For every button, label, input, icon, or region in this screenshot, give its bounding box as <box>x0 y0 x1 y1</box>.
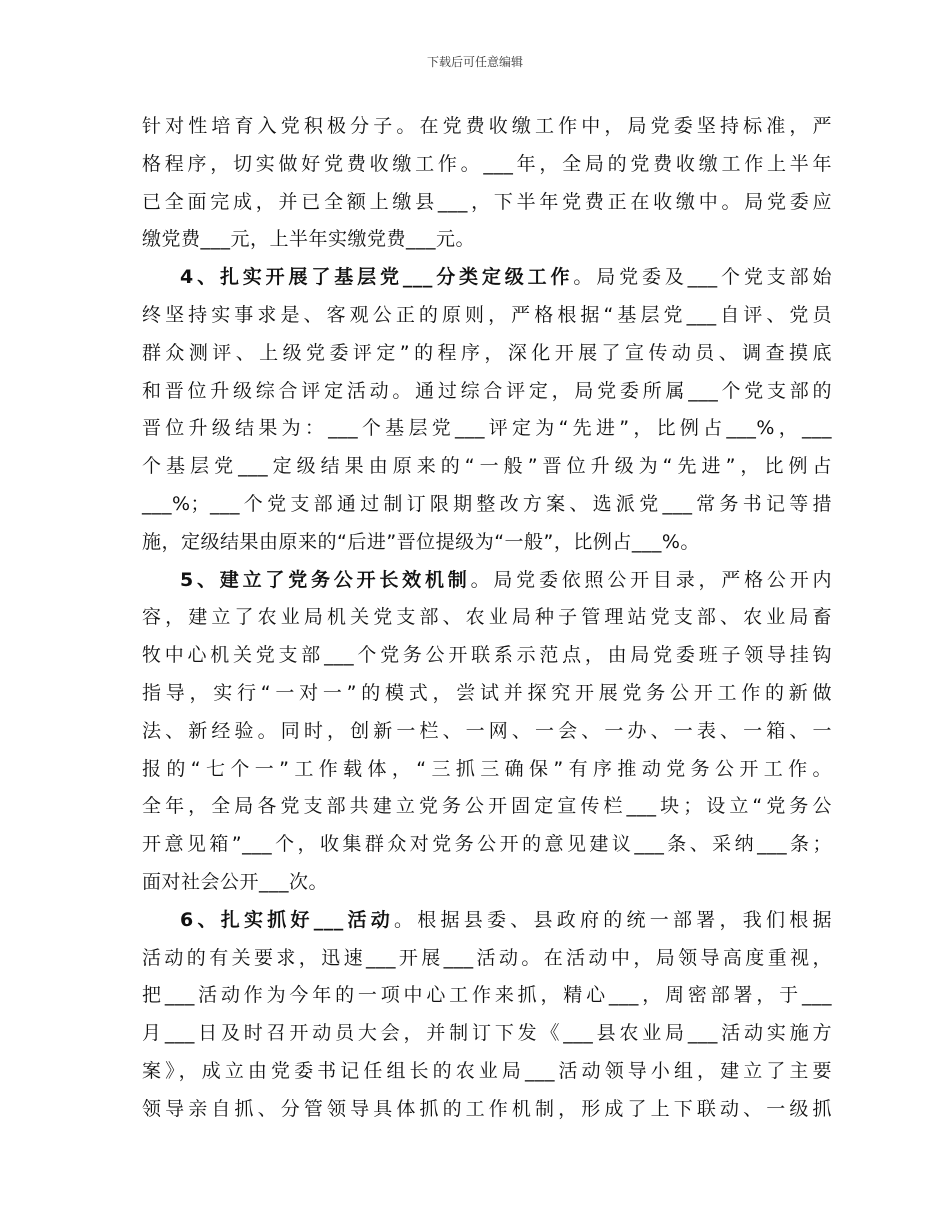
line-text: 施，定级结果由原来的“后进”晋位提级为“一般”，比例占___%。 <box>142 530 700 553</box>
text-line <box>142 751 832 789</box>
text-line <box>142 788 832 826</box>
text-line <box>142 146 832 184</box>
line-text: 法、新经验。同时，创新一栏、一网、一会、一办、一表、一箱、一 <box>142 719 832 742</box>
text-line <box>142 902 832 940</box>
text-line <box>142 826 832 864</box>
text-line <box>142 486 832 524</box>
text-line <box>142 373 832 411</box>
section-heading: 5、建立了党务公开长效机制 <box>180 568 471 591</box>
line-text: ___%；___个党支部通过制订限期整改方案、选派党___常务书记等措 <box>142 492 832 515</box>
text-line <box>142 977 832 1015</box>
line-text: 案》，成立由党委书记任组长的农业局___活动领导小组，建立了主要 <box>142 1059 832 1082</box>
line-text: 群众测评、上级党委评定”的程序，深化开展了宣传动员、调查摸底 <box>142 341 832 364</box>
text-line <box>142 448 832 486</box>
line-text: 。局党委依照公开目录，严格公开内 <box>470 568 832 591</box>
line-text: 。局党委及___个党支部始 <box>573 266 832 289</box>
text-line <box>142 940 832 978</box>
line-text: 格程序，切实做好党费收缴工作。___年，全局的党费收缴工作上半年 <box>142 152 832 175</box>
line-text: 领导亲自抓、分管领导具体抓的工作机制，形成了上下联动、一级抓 <box>142 1097 832 1120</box>
text-line <box>142 297 832 335</box>
text-line <box>142 637 832 675</box>
line-text: 和晋位升级综合评定活动。通过综合评定，局党委所属___个党支部的 <box>142 379 832 402</box>
text-line <box>142 335 832 373</box>
text-line <box>142 562 832 600</box>
line-text: 终坚持实事求是、客观公正的原则，严格根据“基层党___自评、党员 <box>142 303 832 326</box>
section-heading: 6、扎实抓好___活动 <box>180 908 394 931</box>
text-line <box>142 1091 832 1129</box>
line-text: 全年，全局各党支部共建立党务公开固定宣传栏___块；设立“党务公 <box>142 795 832 818</box>
line-text: 报的“七个一”工作载体，“三抓三确保”有序推动党务公开工作。 <box>142 757 832 780</box>
line-text: 。根据县委、县政府的统一部署，我们根据 <box>393 908 832 931</box>
line-text: 牧中心机关党支部___个党务公开联系示范点，由局党委班子领导挂钩 <box>142 644 832 667</box>
text-line <box>142 599 832 637</box>
line-text: 月___日及时召开动员大会，并制订下发《___县农业局___活动实施方 <box>142 1022 832 1045</box>
document-body <box>142 108 832 1129</box>
line-text: 活动的有关要求，迅速___开展___活动。在活动中，局领导高度重视， <box>142 946 832 969</box>
line-text: 指导，实行“一对一”的模式，尝试并探究开展党务公开工作的新做 <box>142 681 832 704</box>
text-line <box>142 675 832 713</box>
section-heading: 4、扎实开展了基层党___分类定级工作 <box>180 266 574 289</box>
line-text: 针对性培育入党积极分子。在党费收缴工作中，局党委坚持标准，严 <box>142 115 832 137</box>
line-text: 把___活动作为今年的一项中心工作来抓，精心___，周密部署，于___ <box>142 984 832 1007</box>
line-text: 个基层党___定级结果由原来的“一般”晋位升级为“先进”，比例占 <box>142 455 832 478</box>
line-text: 已全面完成，并已全额上缴县___，下半年党费正在收缴中。局党委应 <box>142 190 832 213</box>
text-line <box>142 410 832 448</box>
text-line <box>142 221 832 259</box>
text-line <box>142 1053 832 1091</box>
text-line <box>142 864 832 902</box>
line-text: 晋位升级结果为：___个基层党___评定为“先进”，比例占___%，___ <box>142 417 832 440</box>
text-line <box>142 524 832 562</box>
text-line <box>142 184 832 222</box>
text-line <box>142 713 832 751</box>
page-header-note: 下载后可任意编辑 <box>426 55 523 69</box>
line-text: 容，建立了农业局机关党支部、农业局种子管理站党支部、农业局畜 <box>142 606 832 629</box>
text-line <box>142 108 832 146</box>
line-text: 开意见箱”___个，收集群众对党务公开的意见建议___条、采纳___条； <box>142 833 832 856</box>
line-text: 面对社会公开___次。 <box>142 870 329 893</box>
text-line <box>142 1015 832 1053</box>
line-text: 缴党费___元，上半年实缴党费___元。 <box>142 228 476 251</box>
text-line <box>142 259 832 297</box>
